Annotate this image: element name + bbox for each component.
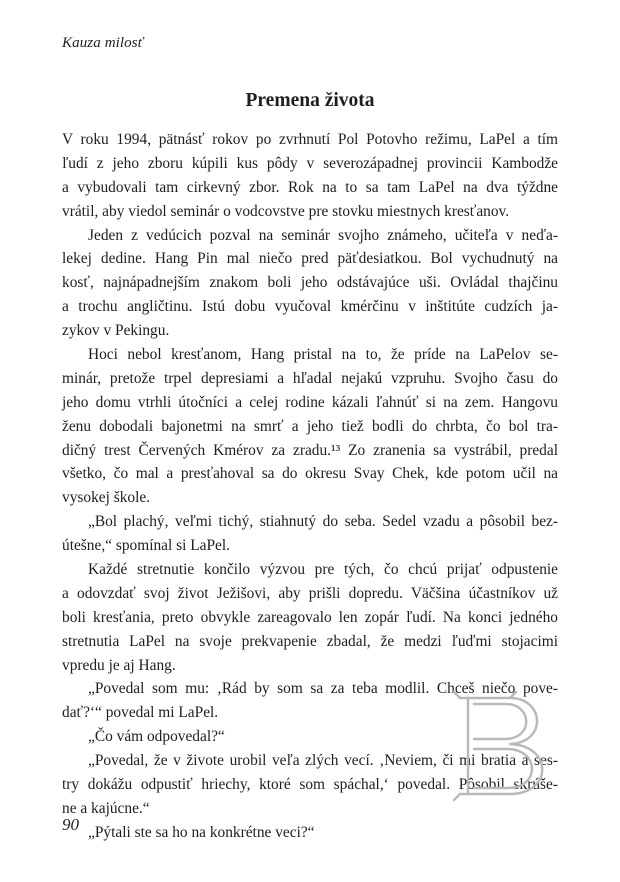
text-line: minár, pretože trpel depresiami a hľadal nejakú vzpruhu. Svojho času do	[62, 369, 558, 387]
running-head: Kauza milosť	[62, 35, 144, 51]
text-line: V roku 1994, pätnásť rokov po zvrhnutí Pol Potovho režimu, LaPel a tím	[62, 131, 558, 148]
text-line: útešne,“ spomínal si LaPel.	[62, 537, 230, 555]
text-line: dičný trest Červených Kmérov za zradu.¹³ Zo zranenia sa vystrábil, predal	[62, 441, 558, 459]
text-line: ľudí z jeho zboru kúpili kus pôdy v severozápadnej provincii Kambodže	[62, 154, 558, 172]
text-line: boli kresťania, preto obvykle zareagovalo len zopár ľudí. Na konci jedného	[62, 608, 558, 626]
text-line: „Pýtali ste sa ho na konkrétne veci?“	[88, 823, 315, 841]
text-line: lekej dedine. Hang Pin mal niečo pred päťdesiatkou. Bol vychudnutý na	[62, 250, 558, 268]
text-line: a trochu angličtinu. Istú dobu vyučoval kmérčinu v inštitúte cudzích ja-	[62, 298, 558, 316]
text-line: vysokej škole.	[62, 489, 151, 507]
text-line: Každé stretnutie končilo výzvou pre tých, čo chcú prijať odpustenie	[88, 561, 558, 579]
text-line: jeho domu vtrhli útočníci a celej rodine kázali ľahnúť si na zem. Hangovu	[62, 393, 558, 411]
body-text	[62, 128, 558, 845]
text-line: ženu dobodali bajonetmi na smrť a jeho tiež bodli do chrbta, čo bol tra-	[62, 417, 558, 435]
text-line: všetko, čo mal a presťahoval sa do okresu Svay Chek, kde potom učil na	[62, 465, 558, 483]
text-line: dať?‘“ povedal mi LaPel.	[62, 704, 219, 722]
text-line: „Povedal som mu: ‚Rád by som sa za teba modlil. Chceš niečo pove-	[88, 680, 558, 698]
text-line: try dokážu odpustiť hriechy, ktoré som spáchal,‘ povedal. Pôsobil skrúše-	[62, 776, 558, 794]
text-line: zykov v Pekingu.	[62, 322, 170, 340]
text-line: vpredu je aj Hang.	[62, 656, 176, 674]
chapter-title: Premena života	[245, 90, 375, 111]
text-line: kosť, najnápadnejším znakom boli jeho odstávajúce uši. Ovládal thajčinu	[62, 274, 558, 292]
text-line: a odovzdať svoj život Ježišovi, aby prišli dopredu. Väčšina účastníkov už	[62, 584, 558, 602]
text-line: stretnutia LaPel na svoje prekvapenie zbadal, že medzi ľuďmi stojacimi	[62, 632, 558, 650]
text-line: „Čo vám odpovedal?“	[88, 728, 225, 746]
text-line: „Povedal, že v živote urobil veľa zlých vecí. ‚Neviem, či mi bratia a ses-	[88, 752, 558, 770]
text-line: Hoci nebol kresťanom, Hang pristal na to, že príde na LaPelov se-	[88, 346, 558, 364]
text-line: „Bol plachý, veľmi tichý, stiahnutý do seba. Sedel vzadu a pôsobil bez-	[88, 513, 558, 531]
text-line: vrátil, aby viedol seminár o vodcovstve pre stovku miestnych kresťanov.	[62, 202, 510, 220]
text-line: Jeden z vedúcich pozval na seminár svojho známeho, učiteľa v neďa-	[88, 226, 558, 244]
text-line: ne a kajúcne.“	[62, 799, 150, 817]
text-line: a vybudovali tam cirkevný zbor. Rok na to sa tam LaPel na dva týždne	[62, 178, 558, 196]
page-number: 90	[62, 815, 79, 834]
